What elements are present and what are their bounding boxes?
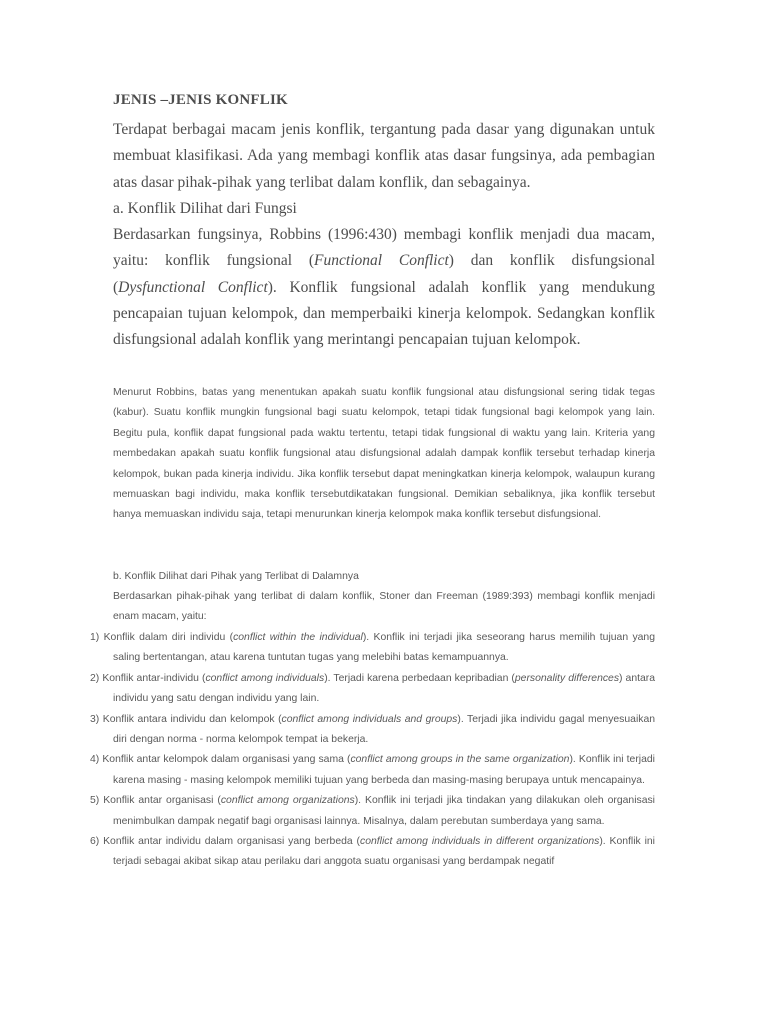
section-a-paragraph: Berdasarkan fungsinya, Robbins (1996:430) membagi konflik menjadi dua macam, yaitu: konflik fungsional (Functional Conflict) dan konflik disfungsional (Dysfunctional Conflict). Konflik fungsional adalah konflik yang mendukung pencapaian tujuan kelompok, dan memperbaiki kinerja kelompok. Sedangkan konflik disfungsional adalah konflik yang merintangi pencapaian tujuan kelompok. <box>113 226 656 349</box>
list-item: 5) Konflik antar organisasi (conflict among organizations). Konflik ini terjadi jika tindakan yang dilakukan oleh organisasi menimbulkan dampak negatif bagi organisasi lainnya. Misalnya, dalam perebutan sumberdaya yang sama. <box>90 795 655 827</box>
conflict-types-list <box>90 628 655 873</box>
intro-block <box>113 117 655 354</box>
intro-paragraph: Terdapat berbagai macam jenis konflik, tergantung pada dasar yang digunakan untuk membuat klasifikasi. Ada yang membagi konflik atas dasar fungsinya, ada pembagian atas dasar pihak-pihak yang terlibat dalam konflik, dan sebagainya. <box>113 121 655 191</box>
robbins-paragraph: Menurut Robbins, batas yang menentukan apakah suatu konflik fungsional atau disfungsional sering tidak tegas (kabur). Suatu konflik mungkin fungsional bagi suatu kelompok, tetapi tidak fungsional bagi kelompok yang lain. Begitu pula, konflik dapat fungsional pada waktu tertentu, tetapi tidak fungsional di waktu yang lain. Kriteria yang membedakan apakah suatu konflik fungsional atau disfungsional adalah dampak konflik tersebut terhadap kinerja kelompok, bukan pada kinerja individu. Jika konflik tersebut dapat meningkatkan kinerja kelompok, walaupun kurang memuaskan bagi individu, maka konflik tersebutdikatakan fungsional. Demikian sebaliknya, jika konflik tersebut hanya memuaskan individu saja, tetapi menurunkan kinerja kelompok maka konflik tersebut disfungsional. <box>113 387 655 521</box>
list-item: 2) Konflik antar-individu (conflict among individuals). Terjadi karena perbedaan kepribadian (personality differences) antara individu yang satu dengan individu yang lain. <box>90 672 656 705</box>
document-heading: JENIS –JENIS KONFLIK <box>113 92 288 108</box>
section-b-title: b. Konflik Dilihat dari Pihak yang Terlibat di Dalamnya <box>113 571 359 582</box>
list-item: 4) Konflik antar kelompok dalam organisasi yang sama (conflict among groups in the same organization). Konflik ini terjadi karena masing - masing kelompok memiliki tujuan yang berbeda dan masing-masing berupaya untuk mencapainya. <box>90 754 655 786</box>
section-a-title: a. Konflik Dilihat dari Fungsi <box>113 199 297 217</box>
list-item: 3) Konflik antara individu dan kelompok (conflict among individuals and groups). Terjadi jika individu gagal menyesuaikan diri dengan norma - norma kelompok tempat ia bekerja. <box>90 713 655 746</box>
section-b-intro: Berdasarkan pihak-pihak yang terlibat di dalam konflik, Stoner dan Freeman (1989:393) membagi konflik menjadi enam macam, yaitu: <box>113 591 655 623</box>
list-item: 1) Konflik dalam diri individu (conflict within the individual). Konflik ini terjadi jika seseorang harus memilih tujuan yang saling bertentangan, atau karena tuntutan tugas yang melebihi batas kemampuannya. <box>90 632 655 664</box>
list-item: 6) Konflik antar individu dalam organisasi yang berbeda (conflict among individuals in different organizations). Konflik ini terjadi sebagai akibat sikap atau perilaku dari anggota suatu organisasi yang berdampak negatif <box>90 836 655 868</box>
